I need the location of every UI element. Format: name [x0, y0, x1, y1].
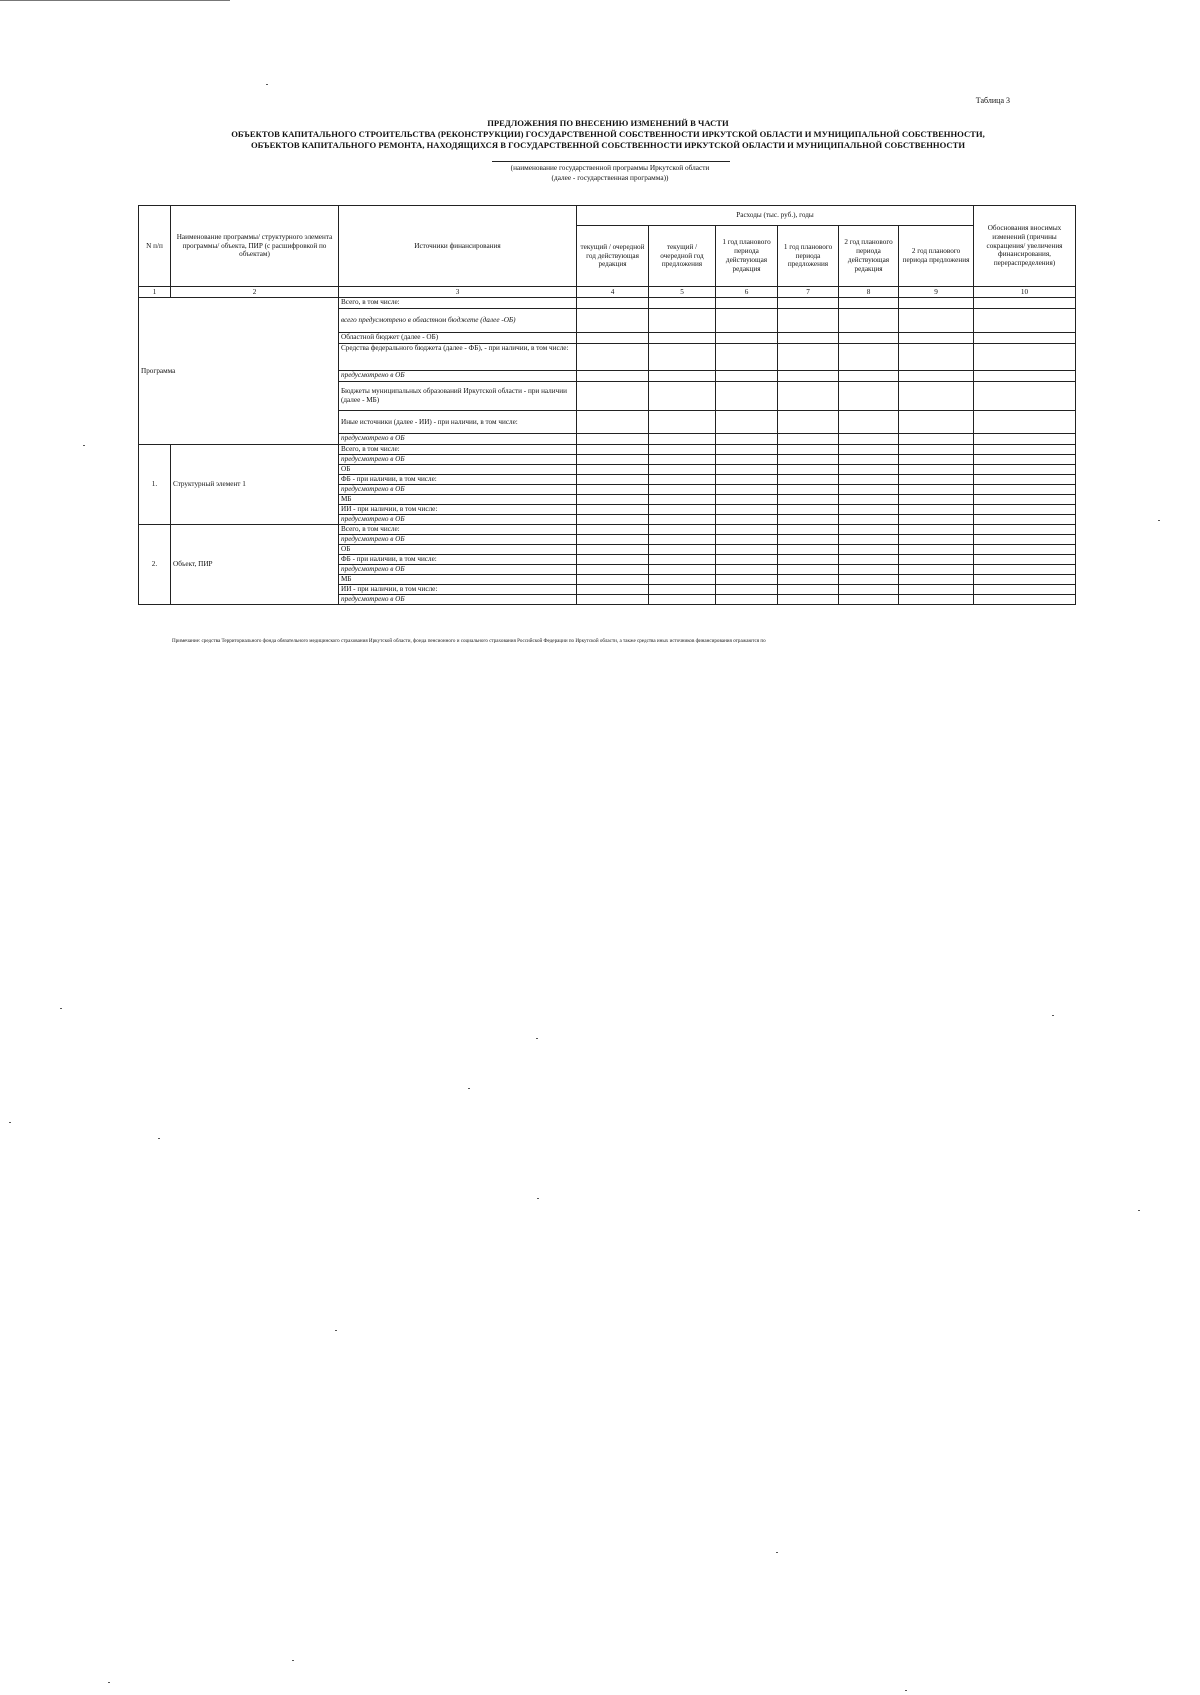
- heading-line-1: ПРЕДЛОЖЕНИЯ ПО ВНЕСЕНИЮ ИЗМЕНЕНИЙ В ЧАСТИ: [487, 118, 729, 128]
- scan-speck: [536, 1038, 538, 1039]
- program-name-underline: [492, 161, 730, 162]
- heading-line-3: ОБЪЕКТОВ КАПИТАЛЬНОГО РЕМОНТА, НАХОДЯЩИХСЯ В ГОСУДАРСТВЕННОЙ СОБСТВЕННОСТИ ИРКУТСКОЙ ОБЛАСТИ И МУНИЦИПАЛЬНОЙ СОБСТВЕННОСТИ: [250, 140, 966, 150]
- scan-speck: [158, 1138, 160, 1139]
- source-cell: ОБ: [339, 465, 577, 475]
- scan-speck: [1052, 1015, 1054, 1016]
- column-number: 9: [899, 287, 974, 298]
- col-header-sources: Источники финансирования: [339, 206, 577, 287]
- source-cell: ИИ - при наличии, в том числе:: [339, 505, 577, 515]
- col-header-year1-actual: 1 год планового периода действующая редакция: [716, 226, 778, 287]
- proposals-table: [138, 205, 1076, 605]
- object-pir-section: [139, 525, 1076, 605]
- table-row: [139, 445, 1076, 455]
- col-header-year2-proposal: 2 год планового периода предложения: [899, 226, 974, 287]
- scan-speck: [1138, 1210, 1140, 1211]
- scan-speck: [9, 1122, 11, 1123]
- column-number: 6: [716, 287, 778, 298]
- scan-speck: [266, 84, 268, 85]
- col-header-justification: Обоснования вносимых изменений (причины сокращения/ увеличения финансирования, перераспределения): [974, 206, 1076, 287]
- element-number: 1.: [139, 445, 171, 525]
- source-cell: предусмотрено в ОБ: [339, 595, 577, 605]
- scan-speck: [292, 1660, 294, 1661]
- heading-line-2: ОБЪЕКТОВ КАПИТАЛЬНОГО СТРОИТЕЛЬСТВА (РЕКОНСТРУКЦИИ) ГОСУДАРСТВЕННОЙ СОБСТВЕННОСТИ ИРКУТСКОЙ ОБЛАСТИ И МУНИЦИПАЛЬНОЙ СОБСТВЕННОСТИ,: [231, 129, 985, 139]
- source-cell: Всего, в том числе:: [339, 445, 577, 455]
- scan-speck: [108, 1682, 110, 1683]
- document-heading: [138, 118, 1078, 151]
- source-cell: предусмотрено в ОБ: [339, 535, 577, 545]
- source-cell: ФБ - при наличии, в том числе:: [339, 475, 577, 485]
- col-header-year2-actual: 2 год планового периода действующая редакция: [839, 226, 899, 287]
- program-caption-line-2: (далее - государственная программа)): [551, 173, 669, 182]
- scan-speck: [537, 1198, 539, 1199]
- source-cell: ОБ: [339, 545, 577, 555]
- column-number: 7: [778, 287, 839, 298]
- source-cell: Бюджеты муниципальных образований Иркутской области - при наличии (далее - МБ): [339, 382, 577, 411]
- source-cell: Иные источники (далее - ИИ) - при наличии, в том числе:: [339, 411, 577, 434]
- scan-speck: [335, 1330, 337, 1331]
- column-number: 1: [139, 287, 171, 298]
- column-number: 4: [577, 287, 649, 298]
- source-cell: МБ: [339, 575, 577, 585]
- table-header: [139, 206, 1076, 298]
- column-number-row: [139, 287, 1076, 298]
- table-row: [139, 525, 1076, 535]
- source-cell: МБ: [339, 495, 577, 505]
- source-cell: Всего, в том числе:: [339, 525, 577, 535]
- column-number: 2: [171, 287, 339, 298]
- element-label: Структурный элемент 1: [171, 445, 339, 525]
- source-cell: ИИ - при наличии, в том числе:: [339, 585, 577, 595]
- column-number: 8: [839, 287, 899, 298]
- footnote: Примечание: средства Территориального фонда обязательного медицинского страхования Иркутской области, фонда пенсионного и социального страхования Российской Федерации по Иркутской области, а также средства иных источников финансирования отражаются по: [172, 638, 766, 644]
- source-cell: предусмотрено в ОБ: [339, 455, 577, 465]
- scan-speck: [60, 1008, 62, 1009]
- column-number: 3: [339, 287, 577, 298]
- source-cell: предусмотрено в ОБ: [339, 371, 577, 382]
- source-cell: Областной бюджет (далее - ОБ): [339, 333, 577, 344]
- source-cell: всего предусмотрено в областном бюджете (далее -ОБ): [339, 309, 577, 333]
- scan-speck: [468, 1088, 470, 1089]
- program-caption-line-1: (наименование государственной программы Иркутской области: [510, 163, 710, 172]
- source-cell: Всего, в том числе:: [339, 298, 577, 309]
- col-header-number: N п/п: [139, 206, 171, 287]
- col-header-name: Наименование программы/ структурного элемента программы/ объекта, ПИР (с расшифровкой по объектам): [171, 206, 339, 287]
- scan-speck: [83, 445, 85, 446]
- element-number: 2.: [139, 525, 171, 605]
- source-cell: Средства федерального бюджета (далее - ФБ), - при наличии, в том числе:: [339, 344, 577, 371]
- col-header-year1-proposal: 1 год планового периода предложения: [778, 226, 839, 287]
- col-header-expenses: Расходы (тыс. руб.), годы: [577, 206, 974, 226]
- col-header-current-actual: текущий / очередной год действующая редакция: [577, 226, 649, 287]
- program-section: [139, 298, 1076, 445]
- column-number: 10: [974, 287, 1076, 298]
- table-row: [139, 298, 1076, 309]
- source-cell: предусмотрено в ОБ: [339, 515, 577, 525]
- source-cell: ФБ - при наличии, в том числе:: [339, 555, 577, 565]
- structural-element-section: [139, 445, 1076, 525]
- scan-top-edge-line: [0, 0, 230, 1]
- element-label: Объект, ПИР: [171, 525, 339, 605]
- col-header-current-proposal: текущий / очередной год предложения: [649, 226, 716, 287]
- scan-speck: [776, 1552, 778, 1553]
- table-number-label: Таблица 3: [975, 96, 1010, 105]
- source-cell: предусмотрено в ОБ: [339, 485, 577, 495]
- scan-speck: [905, 1690, 907, 1691]
- column-number: 5: [649, 287, 716, 298]
- source-cell: предусмотрено в ОБ: [339, 565, 577, 575]
- scan-speck: [1158, 520, 1160, 521]
- source-cell: предусмотрено в ОБ: [339, 434, 577, 445]
- program-name-caption: [440, 163, 780, 183]
- program-label: Программа: [139, 298, 339, 445]
